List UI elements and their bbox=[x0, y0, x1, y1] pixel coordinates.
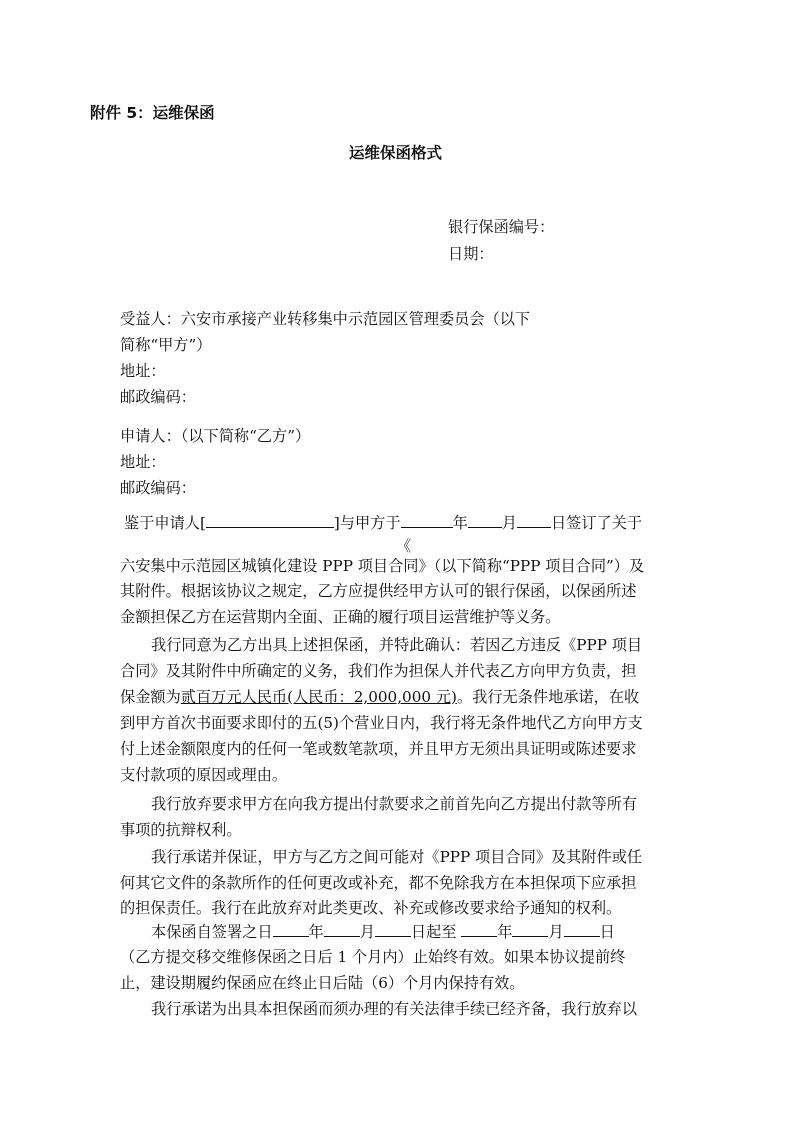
para4-line2: 何其它文件的条款所作的任何更改或补充，都不免除我方在本担保项下应承担 bbox=[120, 874, 637, 892]
para2-line3 bbox=[120, 686, 639, 707]
para5-text: 月 bbox=[548, 923, 564, 942]
guarantee-number-label: 银行保函编号： bbox=[448, 218, 555, 236]
start-day-blank bbox=[375, 921, 411, 937]
document-title: 运维保函格式 bbox=[349, 144, 443, 162]
para5-line2: （乙方提交移交维修保函之日后 1 个月内）止始终有效。如果本协议提前终 bbox=[120, 948, 626, 966]
year-blank bbox=[401, 512, 453, 528]
para2-text: 保金额为 bbox=[120, 688, 181, 706]
para5-line1 bbox=[151, 921, 615, 942]
para1-line3: 其附件。根据该协议之规定，乙方应提供经甲方认可的银行保函，以保函所述 bbox=[120, 582, 637, 600]
para2-line5: 付上述金额限度内的任何一笔或数笔款项，并且甲方无须出具证明或陈述要求 bbox=[120, 740, 637, 758]
para3-line2: 事项的抗辩权利。 bbox=[120, 821, 242, 839]
beneficiary-line: 受益人：六安市承接产业转移集中示范园区管理委员会（以下 bbox=[120, 310, 531, 328]
attachment-label: 附件 5：运维保函 bbox=[90, 104, 215, 122]
para6-line1: 我行承诺为出具本担保函而须办理的有关法律手续已经齐备，我行放弃以 bbox=[151, 1000, 637, 1018]
applicant-address-label: 地址： bbox=[120, 453, 166, 471]
para5-text: 年 bbox=[308, 923, 324, 942]
end-year-blank bbox=[461, 921, 497, 937]
para2-line2: 合同》及其附件中所确定的义务，我们作为担保人并代表乙方向甲方负责，担 bbox=[120, 662, 637, 680]
beneficiary-address-label: 地址： bbox=[120, 362, 166, 380]
para5-text: 日 bbox=[599, 923, 615, 942]
para2-line1: 我行同意为乙方出具上述担保函，并特此确认：若因乙方违反《PPP 项目 bbox=[151, 636, 643, 654]
start-month-blank bbox=[324, 921, 360, 937]
para1-line2: 六安集中示范园区城镇化建设 PPP 项目合同》（以下简称“PPP 项目合同”）及 bbox=[120, 557, 645, 575]
para2-text: 。我行无条件地承诺，在收 bbox=[456, 688, 640, 706]
para5-text: 日起至 bbox=[410, 923, 457, 942]
para1-text: 月 bbox=[501, 514, 517, 533]
guarantee-amount: 贰百万元人民币(人民币：2,000,000 元) bbox=[180, 688, 457, 706]
para5-text: 年 bbox=[497, 923, 513, 942]
para1-line4: 金额担保乙方在运营期内全面、正确的履行项目运营维护等义务。 bbox=[120, 608, 561, 626]
end-month-blank bbox=[512, 921, 548, 937]
para5-text: 月 bbox=[359, 923, 375, 942]
para1-bracket: 《 bbox=[396, 537, 412, 555]
beneficiary-abbrev: 简称“甲方”） bbox=[120, 336, 212, 354]
beneficiary-postcode-label: 邮政编码： bbox=[120, 388, 196, 406]
para1-text: 鉴于申请人[ bbox=[124, 514, 206, 533]
applicant-name-blank bbox=[206, 512, 334, 528]
para1-text: 日签订了关于 bbox=[550, 514, 643, 533]
end-day-blank bbox=[564, 921, 600, 937]
day-blank bbox=[517, 512, 551, 528]
para1-text: ]与甲方于 bbox=[333, 514, 401, 533]
month-blank bbox=[468, 512, 502, 528]
start-year-blank bbox=[273, 921, 309, 937]
para1-text: 年 bbox=[452, 514, 468, 533]
para5-line3: 止，建设期履约保函应在终止日后陆（6）个月内保持有效。 bbox=[120, 974, 525, 992]
para4-line3: 的担保责任。我行在此放弃对此类更改、补充或修改要求给予通知的权利。 bbox=[120, 899, 622, 917]
para5-text: 本保函自签署之日 bbox=[151, 923, 273, 942]
para2-line4: 到甲方首次书面要求即付的五(5)个营业日内，我行将无条件地代乙方向甲方支 bbox=[120, 714, 643, 732]
para2-line6: 支付款项的原因或理由。 bbox=[120, 766, 288, 784]
para4-line1: 我行承诺并保证，甲方与乙方之间可能对《PPP 项目合同》及其附件或任 bbox=[151, 848, 643, 866]
para1-line1 bbox=[124, 512, 642, 533]
applicant-postcode-label: 邮政编码： bbox=[120, 479, 196, 497]
para3-line1: 我行放弃要求甲方在向我方提出付款要求之前首先向乙方提出付款等所有 bbox=[151, 795, 637, 813]
date-label: 日期： bbox=[448, 245, 494, 263]
applicant-line: 申请人：（以下简称“乙方”） bbox=[120, 427, 311, 445]
